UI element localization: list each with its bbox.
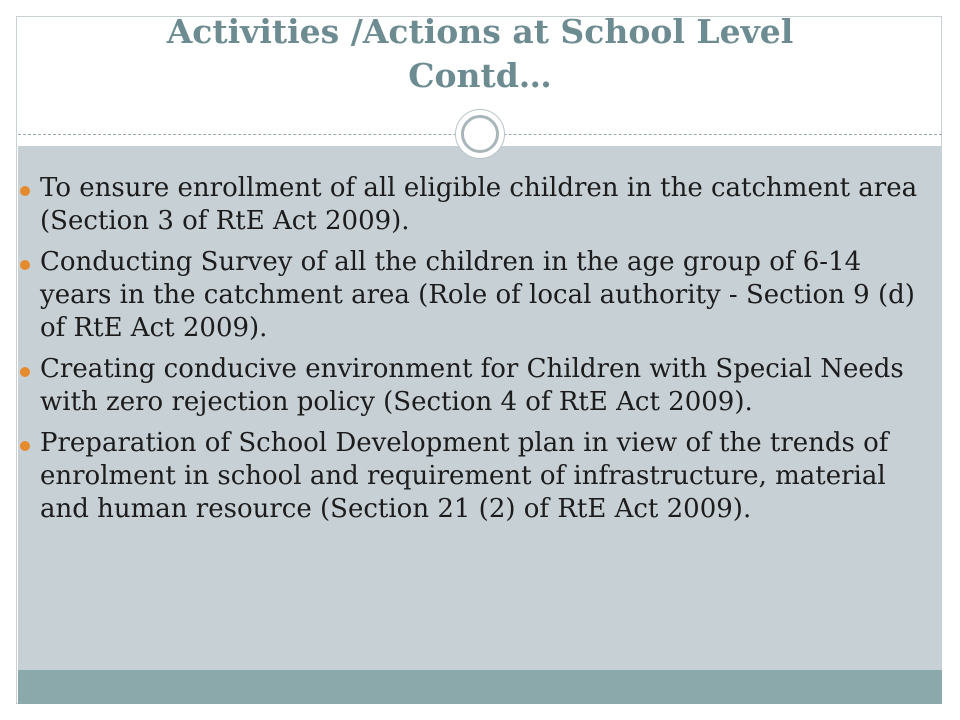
title-line-2: Contd… <box>408 56 552 95</box>
footer-band <box>18 670 942 704</box>
bullet-dot-icon <box>20 441 30 451</box>
bullet-dot-icon <box>20 186 30 196</box>
circle-ornament-icon <box>455 109 505 159</box>
bullet-text: Preparation of School Development plan in view of the trends of enrolment in school and requirement of infrastructure, material and human resource (Section 21 (2) of RtE Act 2009). <box>40 428 889 524</box>
bullet-text: Creating conducive environment for Children with Special Needs with zero rejection policy (Section 4 of RtE Act 2009). <box>40 354 904 417</box>
bullet-item <box>40 427 940 526</box>
bullet-list <box>40 172 940 534</box>
bullet-dot-icon <box>20 367 30 377</box>
bullet-text: To ensure enrollment of all eligible children in the catchment area (Section 3 of RtE Act 2009). <box>40 173 918 236</box>
title-line-1: Activities /Actions at School Level <box>166 12 794 51</box>
bullet-item <box>40 353 940 419</box>
slide-title <box>18 10 942 98</box>
bullet-dot-icon <box>20 260 30 270</box>
bullet-item <box>40 246 940 345</box>
bullet-item <box>40 172 940 238</box>
bullet-text: Conducting Survey of all the children in the age group of 6-14 years in the catchment area (Role of local authority - Section 9 (d) of RtE Act 2009). <box>40 247 915 343</box>
